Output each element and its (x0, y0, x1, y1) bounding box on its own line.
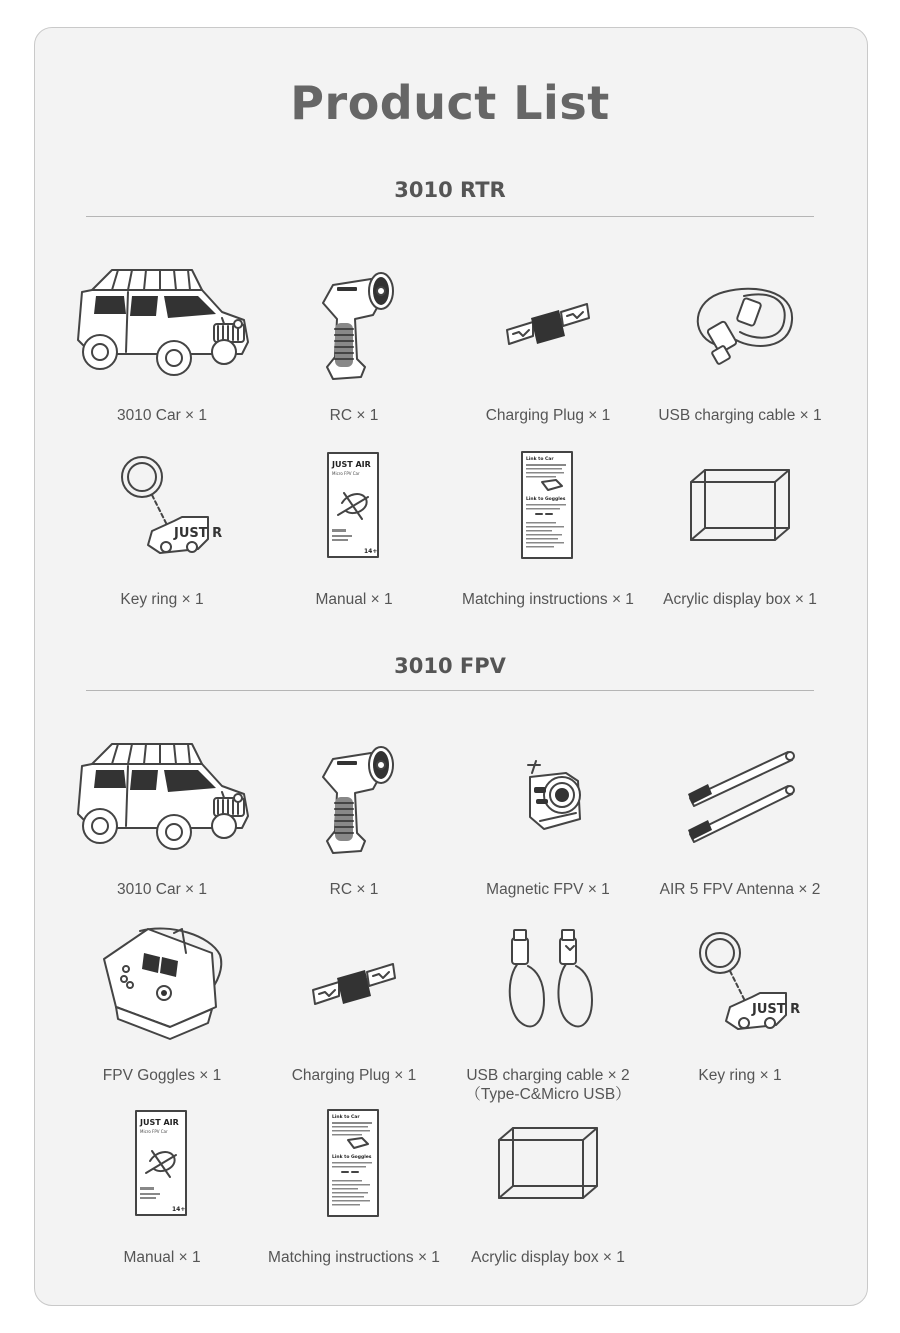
svg-text:14+: 14+ (364, 548, 378, 555)
goggles-icon (100, 923, 224, 1041)
item-manual-rtr (256, 446, 452, 609)
section-divider (86, 690, 814, 691)
instructions-sheet-icon (522, 452, 574, 560)
item-label: Charging Plug × 1 (485, 407, 611, 424)
section-divider (86, 216, 814, 217)
item-3010-car-rtr (64, 262, 260, 425)
section-heading-fpv: 3010 FPV (394, 654, 506, 678)
antenna-icon (684, 746, 796, 846)
svg-text:Micro FPV Car: Micro FPV Car (332, 471, 360, 476)
item-key-ring-fpv (642, 922, 838, 1085)
item-antenna-fpv (642, 736, 838, 899)
item-instructions-fpv (256, 1104, 452, 1267)
item-label: 3010 Car × 1 (116, 407, 208, 424)
charging-plug-icon (309, 952, 399, 1012)
item-usb-cables-fpv (450, 922, 646, 1104)
svg-text:Link to Car: Link to Car (526, 457, 554, 462)
item-charging-plug-fpv (256, 922, 452, 1085)
item-key-ring-rtr (64, 446, 260, 609)
item-label: 3010 Car × 1 (116, 881, 208, 898)
usb-cable-icon (684, 280, 796, 364)
instructions-sheet-icon (328, 1110, 380, 1218)
page-title: Product List (290, 76, 610, 130)
item-manual-fpv (64, 1104, 260, 1267)
item-display-box-fpv (450, 1104, 646, 1267)
car-icon (72, 262, 252, 382)
svg-text:Link to Car: Link to Car (332, 1115, 360, 1120)
item-label: Matching instructions × 1 (462, 591, 634, 608)
fpv-camera-icon (510, 759, 586, 833)
car-icon (72, 736, 252, 856)
key-ring-icon (690, 931, 790, 1033)
item-charging-plug-rtr (450, 262, 646, 425)
item-magnetic-fpv (450, 736, 646, 899)
svg-text:JUST AIR: JUST AIR (140, 1118, 179, 1127)
item-label: FPV Goggles × 1 (102, 1067, 222, 1084)
item-label: USB charging cable × 1 (658, 407, 822, 424)
item-label: RC × 1 (329, 407, 379, 424)
item-label: Charging Plug × 1 (291, 1067, 417, 1084)
usb-cables-icon (500, 930, 596, 1034)
svg-text:JUST AIR: JUST AIR (332, 460, 371, 469)
section-heading-rtr: 3010 RTR (394, 178, 506, 202)
item-display-box-rtr (642, 446, 838, 609)
manual-icon (136, 1111, 188, 1217)
remote-control-icon (311, 737, 397, 855)
item-label: Acrylic display box × 1 (663, 591, 817, 608)
item-label: Acrylic display box × 1 (471, 1249, 625, 1266)
item-3010-car-fpv (64, 736, 260, 899)
item-sublabel: （Type-C&Micro USB） (465, 1086, 631, 1103)
key-ring-icon (112, 455, 212, 557)
item-label: AIR 5 FPV Antenna × 2 (659, 881, 821, 898)
item-label: Manual × 1 (123, 1249, 201, 1266)
manual-icon (328, 453, 380, 559)
remote-control-icon (311, 263, 397, 381)
svg-text:Link to Goggles: Link to Goggles (526, 497, 566, 502)
svg-text:14+: 14+ (172, 1206, 186, 1213)
item-label: Manual × 1 (315, 591, 393, 608)
svg-text:Link to Goggles: Link to Goggles (332, 1155, 372, 1160)
item-instructions-rtr (450, 446, 646, 609)
item-rc-fpv (256, 736, 452, 899)
item-label: RC × 1 (329, 881, 379, 898)
display-box-icon (689, 468, 791, 544)
item-label: USB charging cable × 2 (466, 1067, 630, 1084)
display-box-icon (497, 1126, 599, 1202)
charging-plug-icon (503, 292, 593, 352)
item-usb-cable-rtr (642, 262, 838, 425)
svg-text:Micro FPV Car: Micro FPV Car (140, 1129, 168, 1134)
item-label: Magnetic FPV × 1 (486, 881, 610, 898)
item-goggles-fpv (64, 922, 260, 1085)
item-label: Key ring × 1 (120, 591, 204, 608)
item-rc-rtr (256, 262, 452, 425)
item-label: Matching instructions × 1 (268, 1249, 440, 1266)
item-label: Key ring × 1 (698, 1067, 782, 1084)
